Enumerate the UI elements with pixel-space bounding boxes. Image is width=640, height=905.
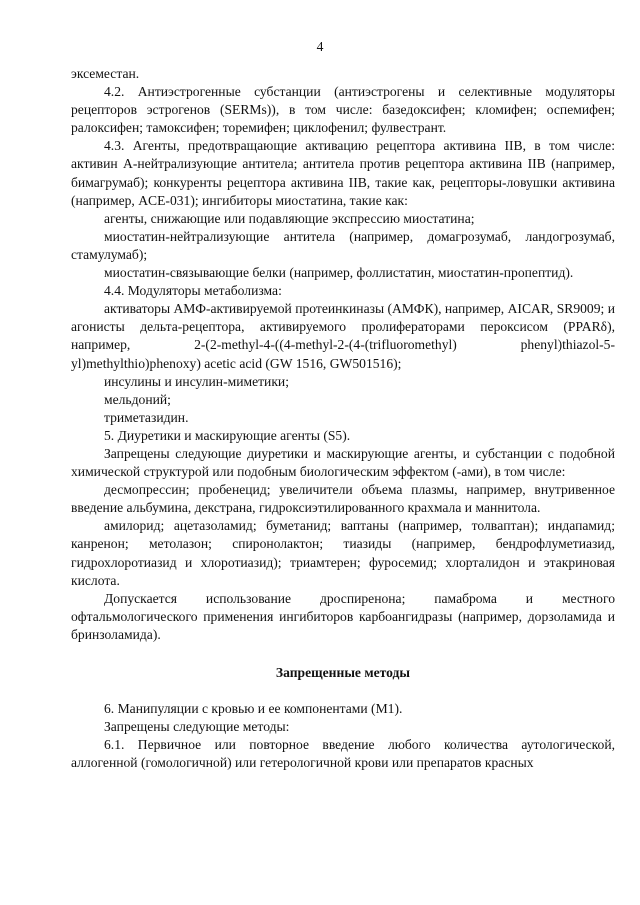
paragraph: десмопрессин; пробенецид; увеличители объема плазмы, например, внутривенное введение альбумина, декстрана, гидроксиэтилированного крахмала и маннитола. bbox=[71, 482, 615, 516]
paragraph: агенты, снижающие или подавляющие экспрессию миостатина; bbox=[104, 210, 475, 226]
paragraph: мельдоний; bbox=[104, 391, 171, 407]
paragraph: триметазидин. bbox=[104, 409, 189, 425]
paragraph: 6. Манипуляции с кровью и ее компонентами (M1). bbox=[104, 701, 403, 717]
paragraph: амилорид; ацетазоламид; буметанид; ваптаны (например, толвaптан); индапамид; канренон; метолазон; спиронолактон; тиазиды (например, бендрофлуметиазид, гидрохлоротиазид и хлоротиазид); триамтерен; фуросемид; хлорталидон и этакриновая кислота. bbox=[71, 518, 615, 588]
paragraph: Запрещены следующие методы: bbox=[104, 719, 290, 735]
paragraph: 4.2. Антиэстрогенные субстанции (антиэстрогены и селективные модуляторы рецепторов эстрогенов (SERMs)), в том числе: базедоксифен; кломифен; оспемифен; ралоксифен; тамоксифен; торемифен; циклофенил; фулвестрант. bbox=[71, 84, 615, 136]
paragraph: инсулины и инсулин-миметики; bbox=[104, 373, 289, 389]
paragraph: активаторы АМФ-активируемой протеинкиназы (АМФК), например, AICAR, SR9009; и агонисты дельта-рецептора, активируемого пролифераторами пероксисом (PPARδ), например, 2-(2-methyl-4-((4-methyl-2-(4-(trifluoromethyl) phenyl)thiazol-5-yl)methylthio)phenoxy) acetic acid (GW 1516, GW501516); bbox=[71, 301, 615, 371]
paragraph: миостатин-связывающие белки (например, фоллистатин, миостатин-пропептид). bbox=[104, 265, 574, 281]
paragraph: 5. Диуретики и маскирующие агенты (S5). bbox=[104, 427, 351, 443]
paragraph: 6.1. Первичное или повторное введение любого количества аутологической, аллогенной (гомологичной) или гетерологичной крови или препаратов красных bbox=[71, 737, 615, 771]
paragraph: Допускается использование дроспиренона; памаброма и местного офтальмологического применения ингибиторов карбоангидразы (например, дорзоламида и бринзоламида). bbox=[71, 590, 615, 642]
paragraph: миостатин-нейтрализующие антитела (например, домагрозумаб, ландогрозумаб, стамулумаб); bbox=[71, 228, 615, 262]
paragraph: 4.4. Модуляторы метаболизма: bbox=[104, 283, 282, 299]
paragraph: эксеместан. bbox=[71, 66, 140, 81]
page-number: 4 bbox=[316, 39, 324, 54]
paragraph: Запрещены следующие диуретики и маскирующие агенты, и субстанции с подобной химической структурой или подобным биологическим эффектом (-ами), в том числе: bbox=[71, 445, 615, 480]
document-body bbox=[71, 65, 615, 772]
section-heading: Запрещенные методы bbox=[275, 665, 411, 680]
paragraph: 4.3. Агенты, предотвращающие активацию рецептора активина IIB, в том числе: активин А-нейтрализующие антитела; антитела против рецептора активина IIB (например, бимагрумаб); конкуренты рецептора активина IIB, такие как, рецепторы-ловушки активина (например, ACE-031); ингибиторы миостатина, такие как: bbox=[71, 138, 615, 208]
